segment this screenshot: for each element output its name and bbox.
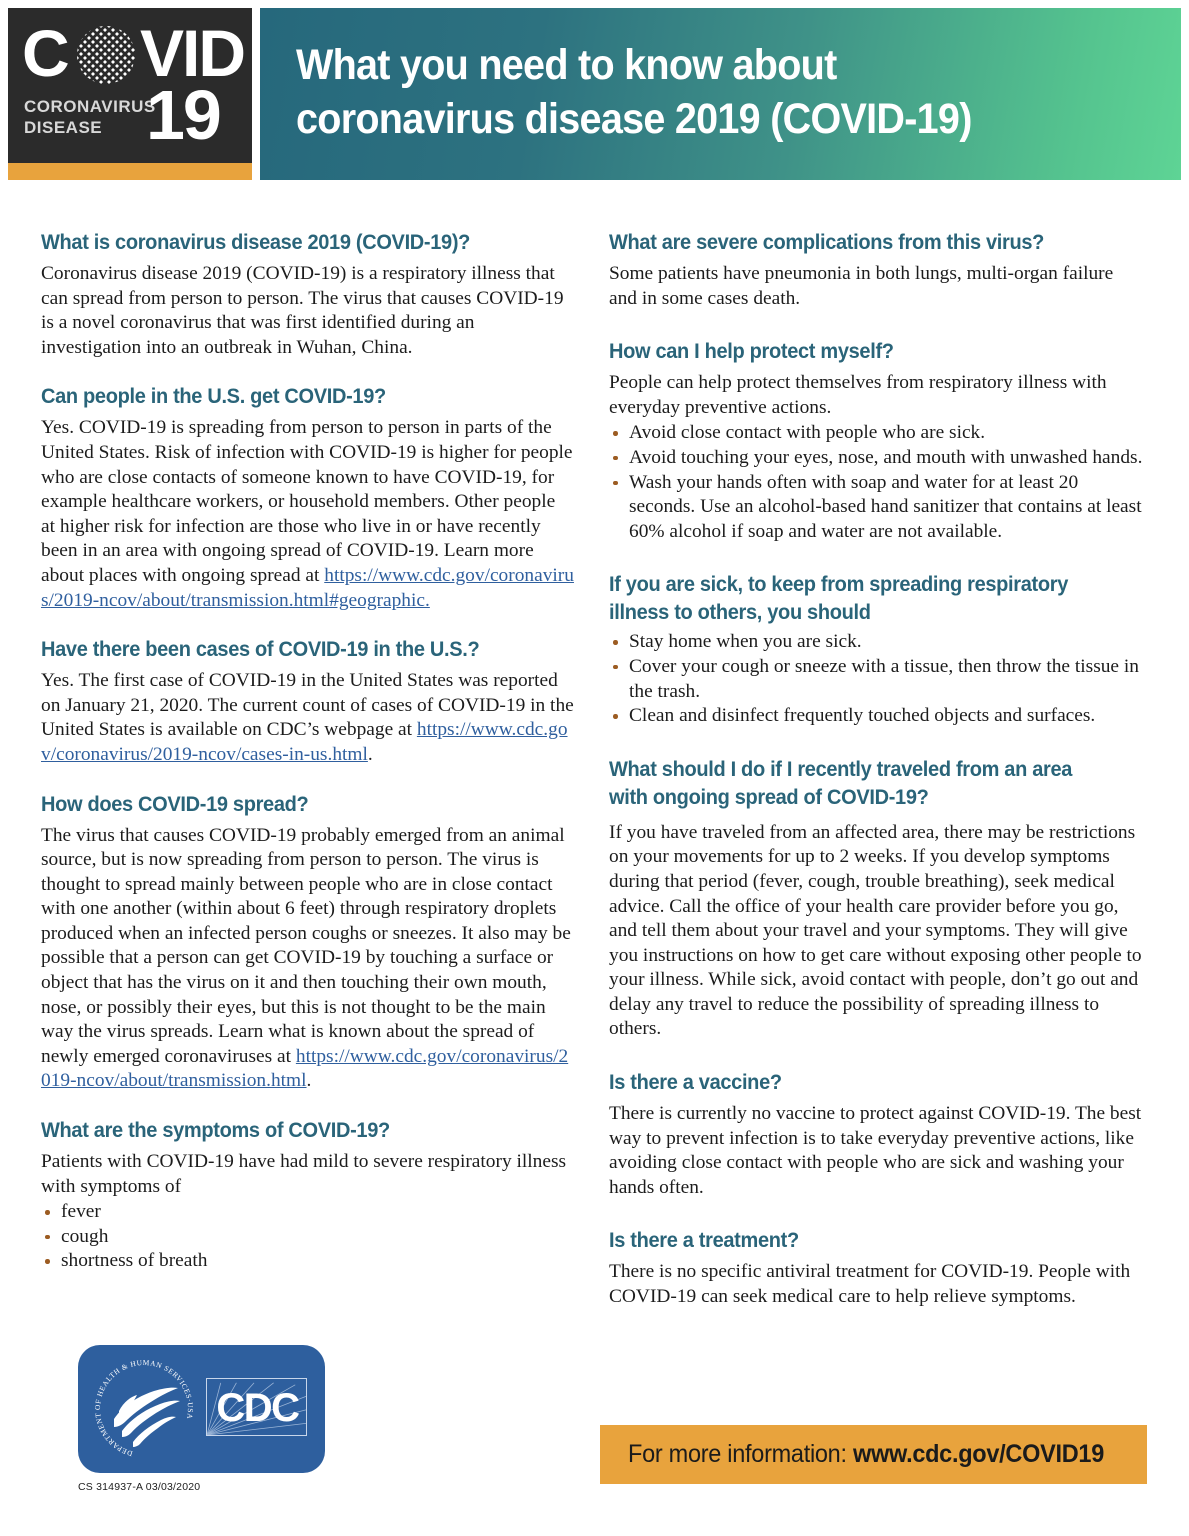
- logo-dark-panel: [8, 8, 252, 163]
- section-paragraph: Coronavirus disease 2019 (COVID-19) is a respiratory illness that can spread from person to person. The virus that causes COVID-19 is a novel coronavirus that was first identified during an investigation into an outbreak in Wuhan, China.: [41, 263, 564, 358]
- virus-dot-circle-icon: [77, 26, 135, 84]
- section-intro: Patients with COVID-19 have had mild to severe respiratory illness with symptoms of: [41, 1151, 567, 1197]
- left-column: [41, 228, 574, 1296]
- paragraph-text-tail: .: [367, 743, 373, 765]
- paragraph-text: Yes. COVID-19 is spreading from person to person in parts of the United States. Risk of infection with COVID-19 is higher for people who are close contacts of someone known to have COVID-19, for example healthcare workers, or household members. Other people at higher risk for infection are those who live in or have recently been in an area with ongoing spread of COVID-19. Learn more about places with ongoing spread at: [41, 417, 573, 586]
- transmission-link[interactable]: https://www.cdc.gov/coronavirus/2019-ncov/about/transmission.html: [41, 1045, 569, 1092]
- page-header: [0, 0, 1189, 180]
- logo-subtitle-line2: DISEASE: [24, 118, 103, 137]
- title-banner: [260, 8, 1181, 180]
- section-if-you-are-sick: [609, 570, 1146, 728]
- transmission-geographic-link[interactable]: https://www.cdc.gov/coronavirus/2019-ncov/about/transmission.html#geographic.: [41, 564, 574, 611]
- logo-orange-accent-bar: [8, 163, 252, 180]
- section-heading: What is coronavirus disease 2019 (COVID-19)?: [41, 230, 471, 254]
- section-cases-in-us: [41, 635, 574, 767]
- section-severe-complications: [609, 228, 1146, 311]
- covid-letters-vid: VID: [140, 16, 245, 90]
- page-title: [296, 38, 1087, 146]
- publication-code: CS 314937-A 03/03/2020: [78, 1481, 201, 1493]
- page-title-line2: coronavirus disease 2019 (COVID-19): [296, 95, 972, 143]
- section-vaccine: [609, 1068, 1146, 1200]
- logo-subtitle-line1: CORONAVIRUS: [24, 97, 156, 116]
- more-information-bar: [600, 1425, 1147, 1484]
- covid-letter-c: C: [22, 16, 68, 90]
- logo-subtitle: [24, 96, 156, 138]
- page-title-line1: What you need to know about: [296, 41, 837, 89]
- section-heading: Is there a treatment?: [609, 1228, 799, 1253]
- list-item: Stay home when you are sick.: [609, 630, 1146, 655]
- paragraph-text: Yes. The first case of COVID-19 in the United States was reported on January 21, 2020. The current count of cases of COVID-19 in the United States is available on CDC’s webpage at: [41, 670, 574, 741]
- section-heading: What are the symptoms of COVID-19?: [41, 1118, 390, 1143]
- list-item: fever: [41, 1200, 574, 1225]
- more-information-text: [628, 1425, 1104, 1484]
- section-how-spread: [41, 790, 574, 1095]
- section-heading: What are severe complications from this virus?: [609, 230, 1045, 254]
- more-info-url: www.cdc.gov/COVID19: [852, 1440, 1104, 1468]
- more-info-label: For more information:: [628, 1440, 853, 1468]
- section-heading: How can I help protect myself?: [609, 339, 894, 364]
- cdc-label: CDC: [216, 1386, 299, 1430]
- section-paragraph: There is currently no vaccine to protect against COVID-19. The best way to prevent infection is to take everyday preventive actions, like avoiding close contact with people who are sick and washing your hands often.: [609, 1103, 1142, 1198]
- cdc-wordmark-box: [206, 1378, 307, 1436]
- section-paragraph: Some patients have pneumonia in both lungs, multi-organ failure and in some cases death.: [609, 263, 1114, 309]
- cdc-logo-block: [78, 1345, 325, 1493]
- section-protect-myself: [609, 337, 1146, 544]
- logo-nineteen: 19: [146, 76, 220, 154]
- section-paragraph: There is no specific antiviral treatment for COVID-19. People with COVID-19 can seek medical care to help relieve symptoms.: [609, 1261, 1131, 1308]
- cases-in-us-link[interactable]: https://www.cdc.gov/coronavirus/2019-ncov/cases-in-us.html: [41, 719, 568, 765]
- hhs-seal-icon: [92, 1357, 196, 1461]
- section-heading: What should I do if I recently traveled from an area with ongoing spread of COVID-19?: [609, 756, 1073, 809]
- section-intro: People can help protect themselves from respiratory illness with everyday preventive actions.: [609, 372, 1107, 418]
- section-heading: If you are sick, to keep from spreading respiratory illness to others, you should: [609, 572, 1068, 625]
- section-heading: Have there been cases of COVID-19 in the U.S.?: [41, 637, 480, 662]
- right-column: [609, 228, 1146, 1332]
- symptoms-list: [41, 1200, 574, 1274]
- section-heading: How does COVID-19 spread?: [41, 791, 309, 816]
- svg-text:DEPARTMENT OF HEALTH & HUMAN S: DEPARTMENT OF HEALTH & HUMAN SERVICES·USA: [92, 1357, 196, 1459]
- section-paragraph: [41, 669, 574, 767]
- section-heading: Can people in the U.S. get COVID-19?: [41, 384, 386, 409]
- covid19-logo: [8, 8, 252, 180]
- list-item: shortness of breath: [41, 1249, 574, 1274]
- list-item: Wash your hands often with soap and water for at least 20 seconds. Use an alcohol-based hand sanitizer that contains at least 60% alcohol if soap and water are not available.: [609, 471, 1146, 545]
- paragraph-text: The virus that causes COVID-19 probably emerged from an animal source, but is now spreading from person to person. The virus is thought to spread mainly between people who are in close contact with one another (within about 6 feet) through respiratory droplets produced when an infected person coughs or sneezes. It also may be possible that a person can get COVID-19 by touching a surface or object that has the virus on it and then touching their own mouth, nose, or possibly their eyes, but this is not thought to be the main way the virus spreads. Learn what is known about the spread of newly emerged coronaviruses at: [41, 824, 571, 1067]
- list-item: Avoid touching your eyes, nose, and mouth with unwashed hands.: [609, 446, 1146, 471]
- section-symptoms: [41, 1116, 574, 1274]
- section-paragraph: If you have traveled from an affected area, there may be restrictions on your movements for up to 2 weeks. If you develop symptoms during that period (fever, cough, trouble breathing), seek medical advice. Call the office of your health care provider before you go, and tell them about your travel and your symptoms. They will give you instructions on how to get care without exposing other people to your illness. While sick, avoid contact with people, don’t go out and delay any travel to reduce the possibility of spreading illness to others.: [609, 821, 1142, 1040]
- section-what-is-covid: [41, 228, 574, 360]
- section-paragraph: [41, 824, 574, 1095]
- cdc-logo: [78, 1345, 325, 1473]
- list-item: Avoid close contact with people who are sick.: [609, 421, 1146, 446]
- section-recent-travel: [609, 755, 1146, 1042]
- section-paragraph: [41, 416, 574, 613]
- section-can-us-get-covid: [41, 382, 574, 613]
- paragraph-text-tail: .: [306, 1070, 312, 1092]
- list-item: cough: [41, 1225, 574, 1250]
- sick-precautions-list: [609, 630, 1146, 728]
- prevention-list: [609, 421, 1146, 544]
- section-treatment: [609, 1226, 1146, 1309]
- list-item: Cover your cough or sneeze with a tissue, then throw the tissue in the trash.: [609, 655, 1146, 704]
- section-heading: Is there a vaccine?: [609, 1070, 782, 1095]
- list-item: Clean and disinfect frequently touched objects and surfaces.: [609, 704, 1146, 729]
